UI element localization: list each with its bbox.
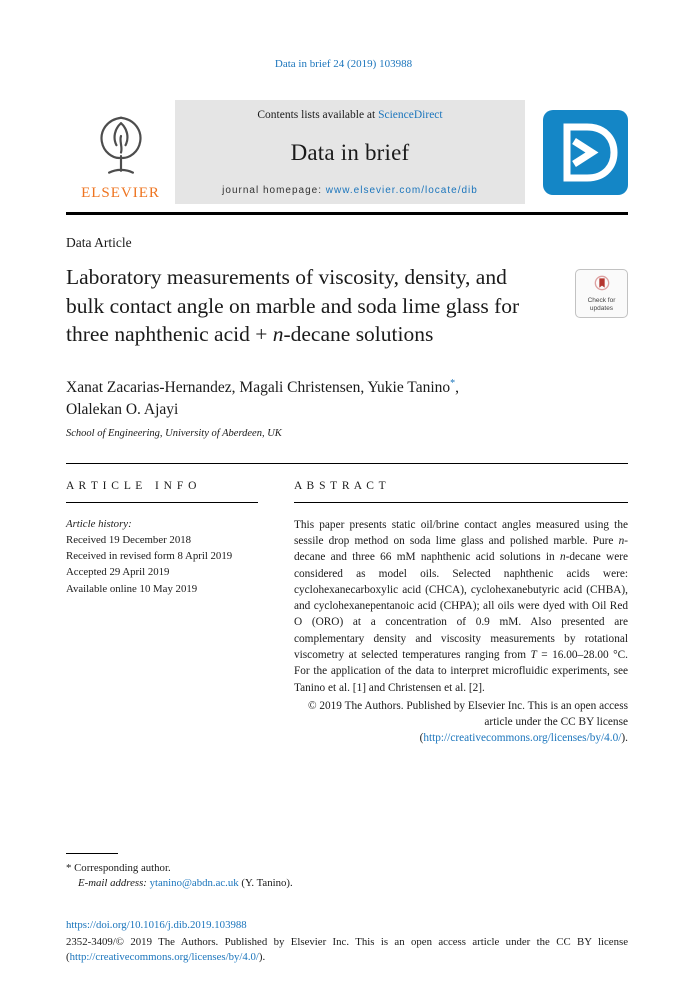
email-line bbox=[66, 876, 628, 892]
homepage-url-link[interactable]: www.elsevier.com/locate/dib bbox=[325, 185, 478, 196]
homepage-label: journal homepage: bbox=[222, 185, 326, 196]
history-revised: Received in revised form 8 April 2019 bbox=[66, 550, 233, 563]
contents-line-prefix: Contents lists available at bbox=[257, 109, 379, 121]
article-history bbox=[66, 516, 258, 597]
history-accepted: Accepted 29 April 2019 bbox=[66, 566, 170, 579]
abstract-column bbox=[294, 480, 628, 747]
issn-cc-by-license-link[interactable]: http://creativecommons.org/licenses/by/4.0/ bbox=[69, 951, 259, 964]
cc-by-license-link[interactable]: http://creativecommons.org/licenses/by/4.0/ bbox=[423, 732, 622, 745]
masthead-divider bbox=[66, 212, 628, 215]
crossmark-icon bbox=[594, 275, 610, 291]
article-title: Laboratory measurements of viscosity, density, and bulk contact angle on marble and soda lime glass for three naphthenic acid + n-decane solutions bbox=[66, 265, 520, 347]
abstract-copyright bbox=[294, 698, 628, 747]
journal-citation-link[interactable] bbox=[0, 0, 687, 70]
article-info-column bbox=[66, 480, 258, 747]
email-label: E-mail address: bbox=[78, 877, 147, 890]
journal-cover-block bbox=[543, 100, 628, 204]
journal-masthead bbox=[66, 100, 628, 204]
abstract-heading: A B S T R A C T bbox=[294, 480, 628, 503]
check-updates-text-1: Check for bbox=[587, 297, 616, 304]
doi-link[interactable]: https://doi.org/10.1016/j.dib.2019.103988 bbox=[66, 919, 247, 932]
journal-citation-text[interactable]: Data in brief 24 (2019) 103988 bbox=[274, 58, 413, 70]
history-received: Received 19 December 2018 bbox=[66, 534, 192, 547]
corresponding-author-note: * Corresponding author. bbox=[66, 861, 171, 874]
abstract-text: This paper presents static oil/brine contact angles measured using the sessile drop method on soda lime glass and polished marble. Pure n-decane and three 66 mM naphthenic acid solutions in n-decane were considered as model oils. Selected naphthenic acids were: cyclohexanecarboxylic acid (CHCA), cyclohexanebutyric acid (CHBA), and cyclohexanepentanoic acid (CHPA); all oils were dyed with Oil Red O (ORO) at a concentration of 0.9 mM. Also presented are complementary density and viscosity measurements by rotational viscometry at selected temperatures ranging from T = 16.00–28.00 °C. For the application of the data to interpret microfluidic experiments, see Tanino et al. [1] and Christensen et al. [2]. bbox=[294, 518, 628, 694]
history-available: Available online 10 May 2019 bbox=[66, 582, 198, 595]
issn-text: 2352-3409/© 2019 The Authors. Published by Elsevier Inc. This is an open access article under the CC BY license ( bbox=[66, 935, 628, 964]
authors-line-2: Olalekan O. Ajayi bbox=[66, 401, 179, 419]
email-link[interactable]: ytanino@abdn.ac.uk bbox=[149, 877, 239, 890]
elsevier-wordmark: ELSEVIER bbox=[81, 185, 160, 201]
footnote-divider bbox=[66, 853, 118, 854]
authors-line-1 bbox=[66, 373, 628, 400]
data-in-brief-cover-icon bbox=[543, 110, 628, 195]
affiliation: School of Engineering, University of Aberdeen, UK bbox=[66, 427, 282, 439]
section-divider bbox=[66, 463, 628, 464]
email-suffix: (Y. Tanino). bbox=[238, 877, 293, 890]
article-history-label: Article history: bbox=[66, 517, 132, 530]
issn-copyright-line bbox=[66, 935, 628, 966]
check-for-updates-badge[interactable] bbox=[575, 269, 628, 318]
check-updates-text-2: updates bbox=[589, 305, 614, 313]
copyright-text: © 2019 The Authors. Published by Elsevier Inc. This is an open access article under the CC BY license ( bbox=[307, 699, 628, 745]
sciencedirect-link[interactable]: ScienceDirect bbox=[378, 109, 443, 121]
authors-names: Xanat Zacarias-Hernandez, Magali Christensen, Yukie Tanino bbox=[66, 378, 451, 396]
elsevier-tree-icon bbox=[89, 110, 153, 184]
contents-line bbox=[183, 109, 517, 121]
article-type-label: Data Article bbox=[66, 235, 132, 250]
publisher-logo-block bbox=[66, 100, 175, 204]
copyright-close: ). bbox=[621, 732, 628, 745]
article-info-heading: A R T I C L E I N F O bbox=[66, 480, 258, 503]
authors-line-1-suffix: , bbox=[455, 378, 459, 396]
homepage-line bbox=[183, 185, 517, 196]
journal-title: Data in brief bbox=[290, 140, 410, 165]
page-footer bbox=[66, 853, 628, 966]
issn-close: ). bbox=[258, 951, 266, 964]
corresponding-author-asterisk-link[interactable]: * bbox=[450, 377, 456, 389]
masthead-center bbox=[175, 100, 525, 204]
authors-block bbox=[66, 373, 628, 422]
